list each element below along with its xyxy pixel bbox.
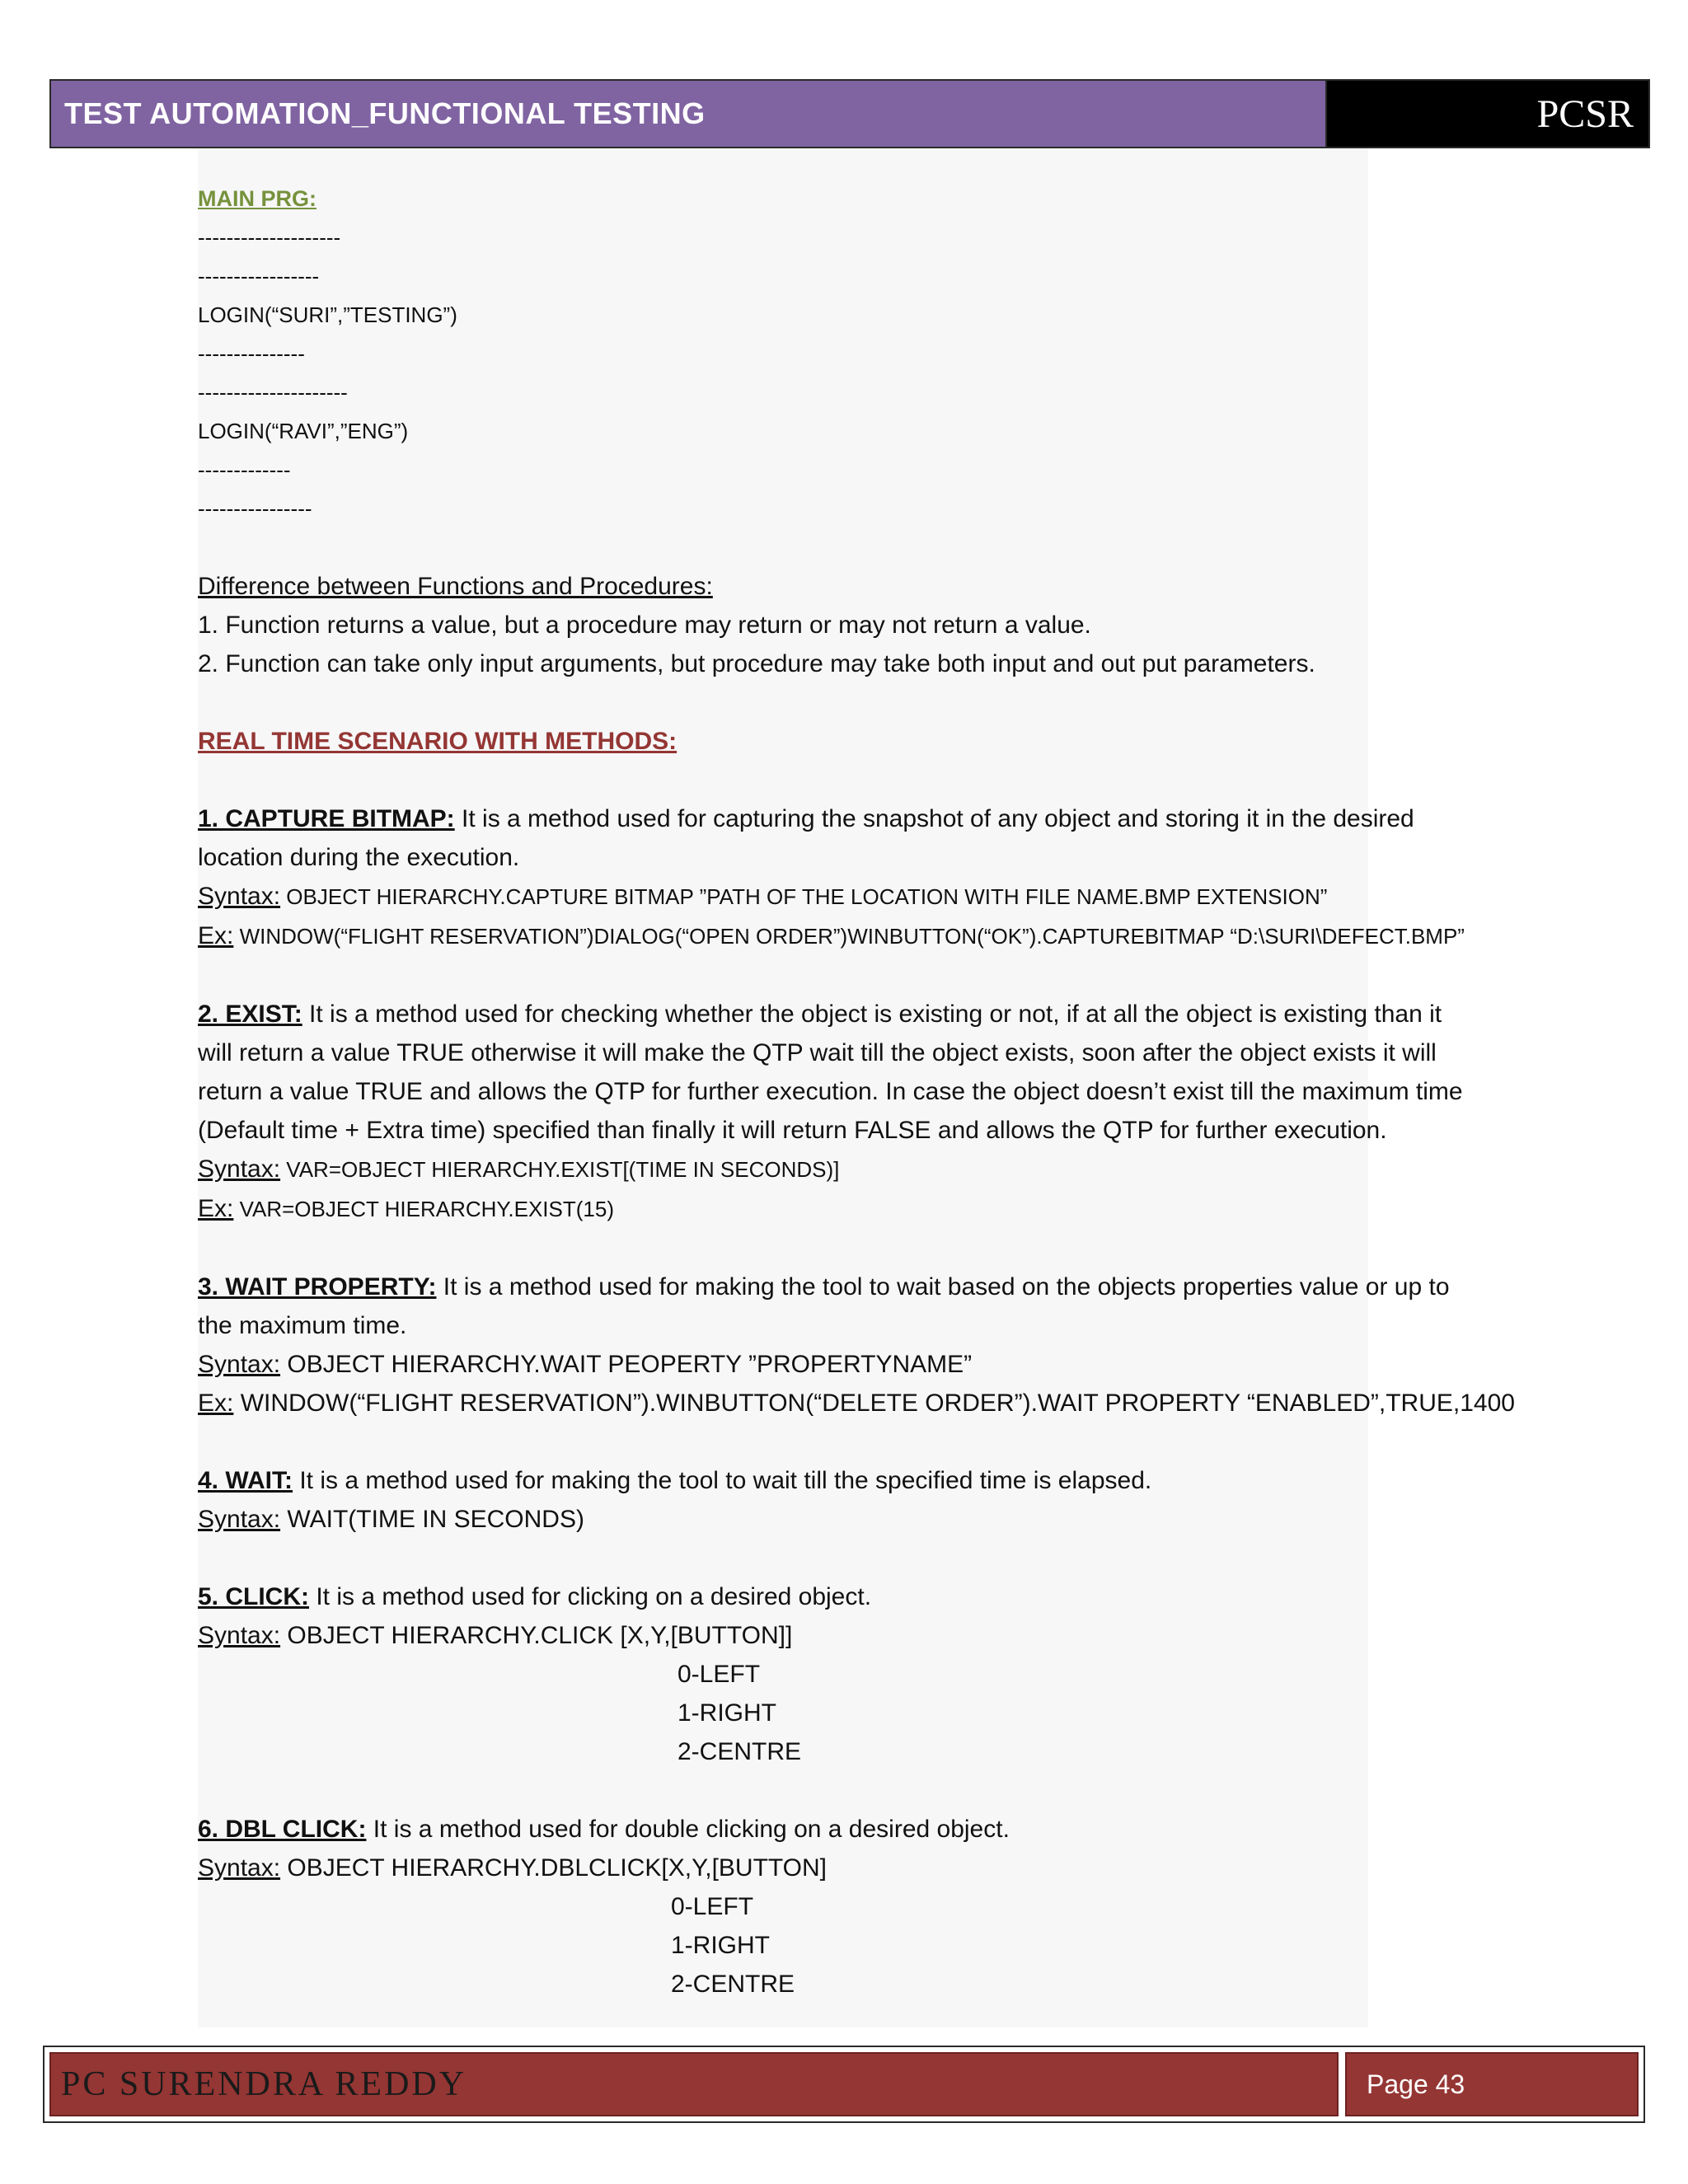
method-title: 5. CLICK: xyxy=(198,1583,309,1610)
method-desc: It is a method used for clicking on a desired object. xyxy=(309,1583,872,1610)
method-title: 6. DBL CLICK: xyxy=(198,1816,367,1843)
button-option: 1-RIGHT xyxy=(671,1932,770,1959)
method-desc: It is a method used for capturing the snapshot of any object and storing it in the desired xyxy=(454,805,1414,832)
method-wait xyxy=(198,1461,1582,1500)
example-label: Ex: xyxy=(198,922,234,949)
method-title: 1. CAPTURE BITMAP: xyxy=(198,805,455,832)
difference-heading: Difference between Functions and Procedures: xyxy=(198,573,713,600)
document-body xyxy=(198,180,1582,2004)
button-option: 2-CENTRE xyxy=(678,1738,802,1765)
code-line: --------------- xyxy=(198,341,305,366)
method-desc: It is a method used for checking whether the object is existing or not, if at all the object is existing than it xyxy=(302,1001,1442,1028)
method-desc: the maximum time. xyxy=(198,1312,407,1339)
code-line: LOGIN(“RAVI”,”ENG”) xyxy=(198,419,409,443)
syntax-label: Syntax: xyxy=(198,1506,281,1533)
button-option: 1-RIGHT xyxy=(678,1699,776,1727)
syntax-label: Syntax: xyxy=(198,1854,281,1882)
method-click xyxy=(198,1577,1582,1616)
syntax-text: OBJECT HIERARCHY.CAPTURE BITMAP ”PATH OF THE LOCATION WITH FILE NAME.BMP EXTENSION” xyxy=(280,884,1328,909)
method-dblclick xyxy=(198,1810,1582,1849)
main-prg-heading: MAIN PRG: xyxy=(198,186,316,211)
syntax-label: Syntax: xyxy=(198,883,281,910)
syntax-label: Syntax: xyxy=(198,1622,281,1649)
method-desc: It is a method used for double clicking on a desired object. xyxy=(366,1816,1010,1843)
syntax-label: Syntax: xyxy=(198,1351,281,1378)
footer-author: PC SURENDRA REDDY xyxy=(49,2052,1339,2116)
scenario-heading: REAL TIME SCENARIO WITH METHODS: xyxy=(198,728,678,755)
example-label: Ex: xyxy=(198,1390,234,1417)
syntax-text: OBJECT HIERARCHY.DBLCLICK[X,Y,[BUTTON] xyxy=(280,1854,828,1882)
syntax-text: VAR=OBJECT HIERARCHY.EXIST[(TIME IN SECONDS)] xyxy=(280,1157,840,1182)
method-title: 2. EXIST: xyxy=(198,1001,302,1028)
method-desc: It is a method used for making the tool to wait till the specified time is elapsed. xyxy=(293,1467,1152,1494)
method-desc: location during the execution. xyxy=(198,844,520,871)
button-option: 2-CENTRE xyxy=(671,1971,795,1998)
syntax-text: WAIT(TIME IN SECONDS) xyxy=(280,1506,584,1533)
method-capture xyxy=(198,799,1582,838)
example-label: Ex: xyxy=(198,1195,234,1222)
footer-page-number: Page 43 xyxy=(1345,2052,1639,2116)
method-desc: return a value TRUE and allows the QTP for further execution. In case the object doesn’t exist till the maximum time xyxy=(198,1078,1463,1105)
code-line: -------------------- xyxy=(198,225,341,250)
method-desc: (Default time + Extra time) specified than finally it will return FALSE and allows the QTP for further execution. xyxy=(198,1117,1387,1144)
method-desc: will return a value TRUE otherwise it will make the QTP wait till the object exists, soon after the object exists it will xyxy=(198,1039,1437,1066)
difference-point: 1. Function returns a value, but a procedure may return or may not return a value. xyxy=(198,612,1091,639)
syntax-label: Syntax: xyxy=(198,1155,281,1183)
page-header xyxy=(49,79,1650,148)
header-brand: PCSR xyxy=(1327,81,1648,147)
method-wait-property xyxy=(198,1268,1582,1306)
button-option: 0-LEFT xyxy=(671,1893,754,1920)
syntax-text: OBJECT HIERARCHY.WAIT PEOPERTY ”PROPERTYNAME” xyxy=(280,1351,973,1378)
button-option: 0-LEFT xyxy=(678,1661,761,1688)
code-line: ------------- xyxy=(198,457,291,482)
syntax-text: OBJECT HIERARCHY.CLICK [X,Y,[BUTTON]] xyxy=(280,1622,793,1649)
code-line: LOGIN(“SURI”,”TESTING”) xyxy=(198,302,457,327)
method-desc: It is a method used for making the tool to wait based on the objects properties value or up to xyxy=(436,1273,1450,1301)
method-exist xyxy=(198,995,1582,1033)
example-text: WINDOW(“FLIGHT RESERVATION”).WINBUTTON(“DELETE ORDER”).WAIT PROPERTY “ENABLED”,TRUE,1400 xyxy=(233,1390,1515,1417)
method-title: 3. WAIT PROPERTY: xyxy=(198,1273,437,1301)
example-text: WINDOW(“FLIGHT RESERVATION”)DIALOG(“OPEN ORDER”)WINBUTTON(“OK”).CAPTUREBITMAP “D:\SURI\DEFECT.BMP” xyxy=(233,924,1465,949)
header-title: TEST AUTOMATION_FUNCTIONAL TESTING xyxy=(51,81,1327,147)
code-line: ----------------- xyxy=(198,264,320,288)
example-text: VAR=OBJECT HIERARCHY.EXIST(15) xyxy=(233,1197,614,1221)
method-title: 4. WAIT: xyxy=(198,1467,293,1494)
code-line: ---------------- xyxy=(198,496,312,521)
code-line: --------------------- xyxy=(198,380,348,405)
page-footer xyxy=(43,2046,1645,2123)
difference-point: 2. Function can take only input arguments, but procedure may take both input and out put parameters. xyxy=(198,650,1315,677)
